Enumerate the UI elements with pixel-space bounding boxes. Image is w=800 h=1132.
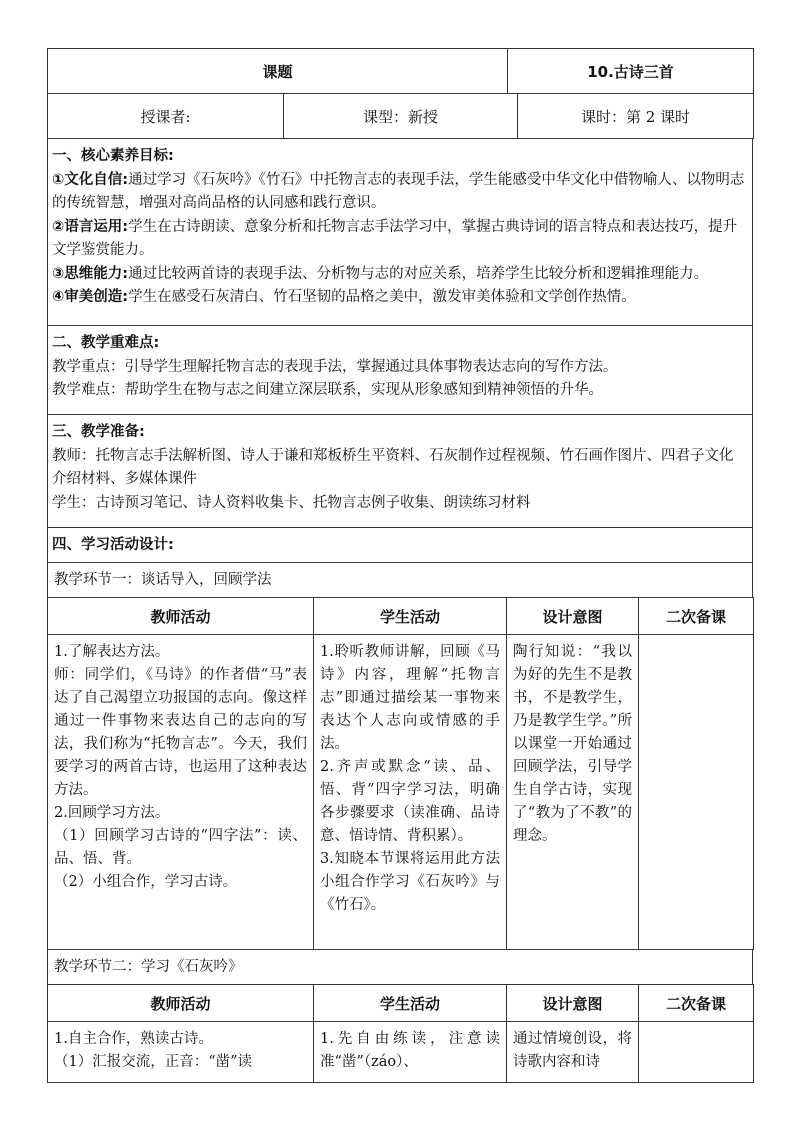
goal-item: ①文化自信:通过学习《石灰吟》《竹石》中托物言志的表现手法，学生能感受中华文化中借物喻人、以物明志的传统智慧，增强对高尚品格的认同感和践行意识。 [52, 171, 745, 211]
goals-section [48, 139, 753, 326]
goals-title: 一、核心素养目标: [52, 148, 174, 164]
lesson-info-table [47, 93, 754, 139]
phase2-title-row [48, 950, 753, 985]
prep-section [48, 415, 753, 528]
prep-line: 学生：古诗预习笔记、诗人资料收集卡、托物言志例子收集、朗读练习材料 [52, 494, 531, 511]
col-note-header: 二次备课 [639, 985, 754, 1022]
col-intent-header: 设计意图 [507, 598, 639, 635]
phase2-teacher-cell: 1.自主合作，熟读古诗。 （1）汇报交流，正音：“凿”读 [48, 1022, 314, 1083]
phase1-teacher-cell: 1.了解表达方法。 师：同学们，《马诗》的作者借“马”表达了自己渴望立功报国的志向。像这样通过一件事物来表达自己的志向的写法，我们称为“托物言志”。今天，我们要学习的两首古诗，也运用了这种表达方法。 2.回顾学习方法。 （1）回顾学习古诗的“四字法”：读、品、悟、背。 （2）小组合作，学习古诗。 [48, 635, 314, 950]
phase2-content-row [48, 1022, 754, 1083]
phase1-title-row [48, 563, 753, 598]
phase1-header-row [48, 598, 754, 635]
phase1-note-cell [639, 635, 754, 950]
phase2-title: 教学环节二：学习《石灰吟》 [48, 950, 753, 985]
topic-label: 课题 [48, 49, 508, 94]
phase1-title: 教学环节一：谈话导入，回顾学法 [48, 563, 753, 598]
col-teacher-header: 教师活动 [48, 598, 314, 635]
prep-title: 三、教学准备: [52, 424, 145, 440]
phase2-note-cell [639, 1022, 754, 1083]
col-student-header: 学生活动 [314, 598, 507, 635]
col-note-header: 二次备课 [639, 598, 754, 635]
key-points-title: 二、教学重难点: [52, 335, 160, 351]
phase1-content-row [48, 635, 754, 950]
key-points-section [48, 326, 753, 415]
header-row-info [48, 94, 754, 139]
phase2-table [47, 984, 754, 1083]
lesson-plan-table [47, 48, 754, 94]
goal-item: ④审美创造:学生在感受石灰清白、竹石坚韧的品格之美中，激发审美体验和文学创作热情。 [52, 289, 636, 305]
col-teacher-header: 教师活动 [48, 985, 314, 1022]
phase2-intent-cell: 通过情境创设，将诗歌内容和诗 [507, 1022, 639, 1083]
prep-line: 教师：托物言志手法解析图、诗人于谦和郑板桥生平资料、石灰制作过程视频、竹石画作图片、四君子文化介绍材料、多媒体课件 [52, 447, 734, 487]
goal-item: ②语言运用:学生在古诗朗读、意象分析和托物言志手法学习中，掌握古典诗词的语言特点和表达技巧，提升文学鉴赏能力。 [52, 218, 738, 258]
sections-table [47, 138, 753, 598]
col-intent-header: 设计意图 [507, 985, 639, 1022]
phase1-table [47, 597, 754, 950]
key-point-line: 教学重点：引导学生理解托物言志的表现手法，掌握通过具体事物表达志向的写作方法。 [52, 358, 618, 375]
phase1-student-cell: 1.聆听教师讲解，回顾《马诗》内容，理解“托物言志”即通过描绘某一事物来表达个人志向或情感的手法。 2.齐声或默念“读、品、悟、背”四字学习法，明确各步骤要求（读准确、品诗意、悟诗情、背积累）。 3.知晓本节课将运用此方法小组合作学习《石灰吟》与《竹石》。 [314, 635, 507, 950]
topic-value: 10.古诗三首 [508, 49, 754, 94]
phase2-student-cell: 1.先自由练读，注意读准“凿”（záo）、 [314, 1022, 507, 1083]
col-student-header: 学生活动 [314, 985, 507, 1022]
header-row-topic [48, 49, 754, 94]
teacher-label: 授课者: [48, 94, 284, 139]
lesson-plan-page [47, 48, 753, 1083]
activities-section [48, 528, 753, 563]
phase1-intent-cell: 陶行知说：“我以为好的先生不是教书，不是教学生，乃是教学生学。”所以课堂一开始通过回顾学法，引导学生自学古诗，实现了“教为了不教”的理念。 [507, 635, 639, 950]
lesson-type: 课型：新授 [284, 94, 518, 139]
phase2-header-row [48, 985, 754, 1022]
goal-item: ③思维能力:通过比较两首诗的表现手法、分析物与志的对应关系，培养学生比较分析和逻辑推理能力。 [52, 265, 709, 282]
phase2-title-table [47, 949, 753, 985]
lesson-hours: 课时：第 2 课时 [518, 94, 754, 139]
key-point-line: 教学难点：帮助学生在物与志之间建立深层联系，实现从形象感知到精神领悟的升华。 [52, 382, 603, 398]
activities-title: 四、学习活动设计: [52, 537, 174, 553]
